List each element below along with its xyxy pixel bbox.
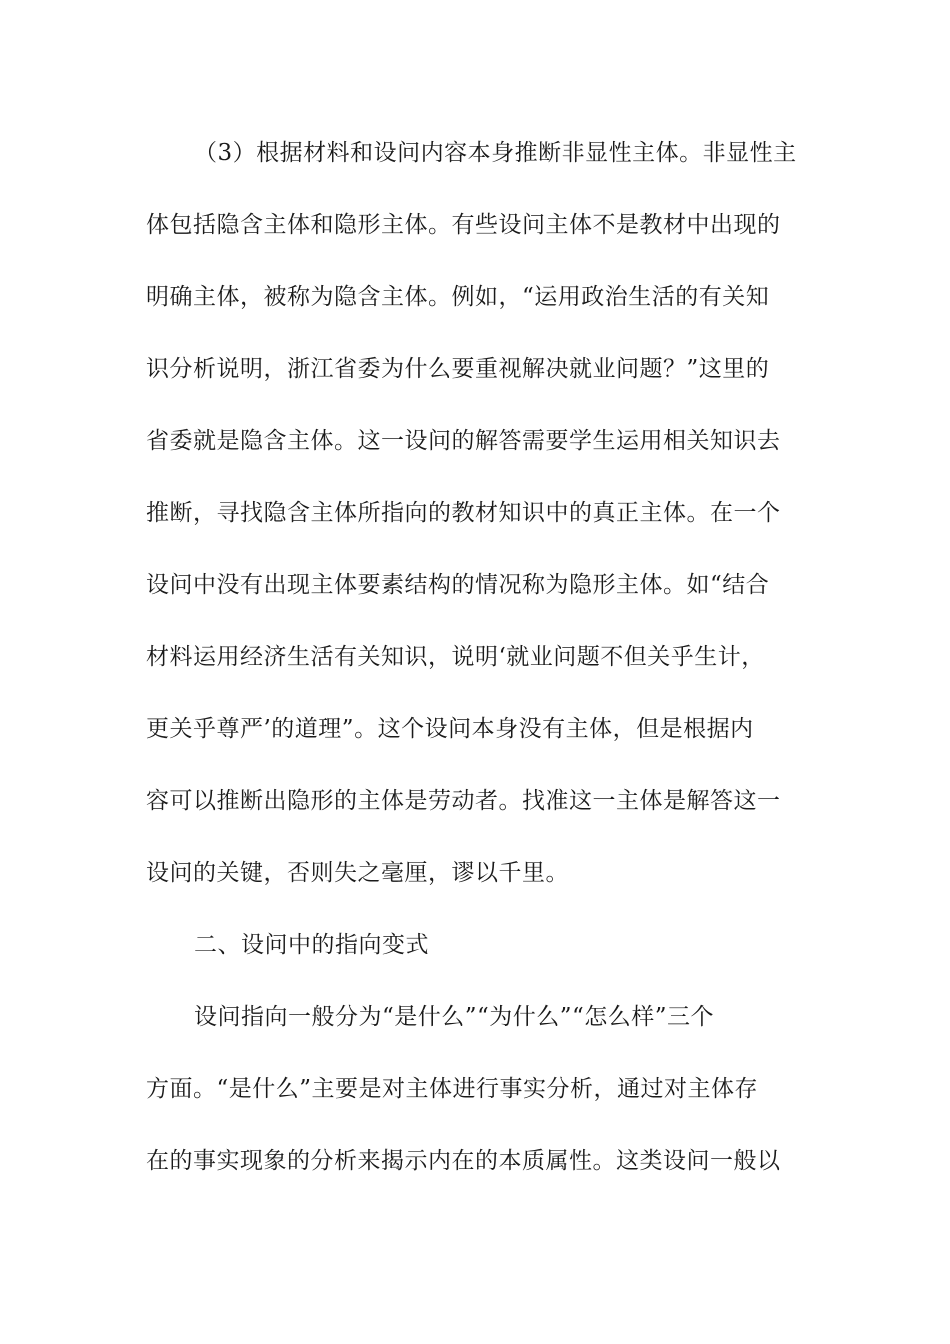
paragraph-line: 方面。“是什么”主要是对主体进行事实分析，通过对主体存 [146, 1076, 759, 1102]
paragraph-line: 设问中没有出现主体要素结构的情况称为隐形主体。如“结合 [146, 572, 770, 598]
paragraph-line: 推断，寻找隐含主体所指向的教材知识中的真正主体。在一个 [146, 500, 781, 526]
paragraph-line: （3）根据材料和设问内容本身推断非显性主体。非显性主 [194, 140, 797, 166]
paragraph-line: 识分析说明，浙江省委为什么要重视解决就业问题？”这里的 [146, 356, 770, 382]
paragraph-line: 省委就是隐含主体。这一设问的解答需要学生运用相关知识去 [146, 428, 781, 454]
paragraph-line: 设问的关键，否则失之毫厘，谬以千里。 [146, 860, 569, 886]
paragraph-line: 明确主体，被称为隐含主体。例如，“运用政治生活的有关知 [146, 284, 770, 310]
paragraph-line: 更关乎尊严’的道理”。这个设问本身没有主体，但是根据内 [146, 716, 754, 742]
paragraph-line: 设问指向一般分为“是什么”“为什么”“怎么样”三个 [194, 1004, 715, 1030]
paragraph-line: 容可以推断出隐形的主体是劳动者。找准这一主体是解答这一 [146, 788, 781, 814]
paragraph-line: 体包括隐含主体和隐形主体。有些设问主体不是教材中出现的 [146, 212, 781, 238]
section-heading: 二、设问中的指向变式 [194, 932, 429, 958]
paragraph-line: 材料运用经济生活有关知识，说明‘就业问题不但关乎生计， [146, 644, 765, 670]
paragraph-line: 在的事实现象的分析来揭示内在的本质属性。这类设问一般以 [146, 1148, 781, 1174]
